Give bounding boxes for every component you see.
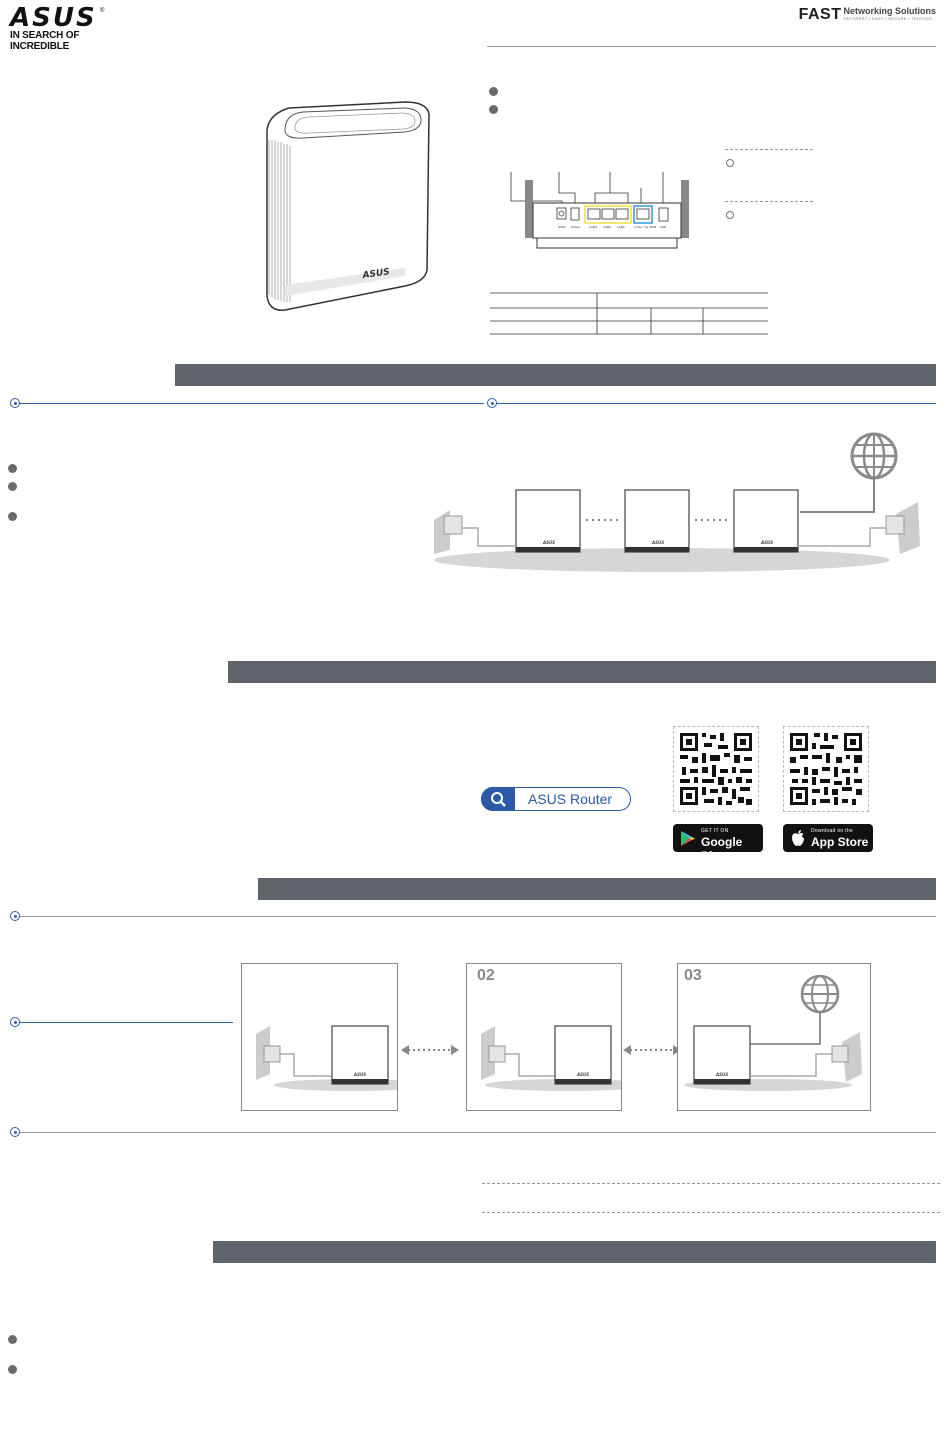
section-bar: [228, 661, 936, 683]
legend-divider: [725, 149, 813, 150]
fast-wordmark: FAST: [798, 6, 842, 23]
svg-text:ASUS: ASUS: [652, 540, 665, 545]
legend-divider: [725, 201, 813, 202]
step-panel-2-illustration: [467, 964, 621, 1110]
sync-arrow: [622, 1043, 682, 1057]
bullet-point: [8, 482, 17, 491]
google-play-button[interactable]: [673, 824, 763, 863]
bullet-point: [489, 87, 498, 96]
bullet-point: [8, 1335, 17, 1344]
svg-text:ASUS: ASUS: [716, 1072, 729, 1077]
svg-text:ASUS: ASUS: [761, 540, 774, 545]
step-number: 03: [684, 967, 702, 984]
rear-panel-diagram: [505, 168, 705, 253]
app-store-name: App Store: [811, 835, 869, 849]
step-marker-icon: [10, 1017, 20, 1027]
power-outlet-icon: [798, 502, 920, 554]
header-rule: [487, 46, 936, 47]
router-illustration: [255, 100, 440, 315]
port-label-dcin: DCIN: [558, 225, 566, 229]
step-rule: [490, 403, 936, 404]
app-search-box[interactable]: [481, 787, 631, 811]
qr-code-icon[interactable]: [673, 726, 759, 812]
google-play-name: Google Play: [701, 835, 743, 863]
section-bar: [258, 878, 936, 900]
svg-text:ASUS: ASUS: [354, 1072, 367, 1077]
step-marker-icon: [487, 398, 497, 408]
fast-logo: [799, 6, 936, 24]
step-number: 02: [477, 967, 495, 984]
step-marker-icon: [10, 1127, 20, 1137]
svg-text:ASUS: ASUS: [543, 540, 556, 545]
port-label-power: Power: [571, 225, 581, 229]
step-rule: [14, 403, 484, 404]
bullet-point: [8, 1365, 17, 1374]
note-divider: [482, 1212, 940, 1213]
port-label-wan: 2.5G / 1G WAN: [634, 225, 657, 229]
globe-icon: [802, 976, 838, 1012]
led-indicator-icon: [726, 211, 734, 219]
power-outlet-icon: [434, 510, 516, 554]
step-rule: [14, 1022, 233, 1023]
step-rule: [14, 1132, 936, 1133]
step-panel-3-illustration: [678, 964, 870, 1110]
bullet-point: [8, 464, 17, 473]
step-panel-3: [677, 963, 871, 1111]
svg-text:ASUS: ASUS: [577, 1072, 590, 1077]
led-indicator-icon: [726, 159, 734, 167]
sync-arrow: [400, 1043, 460, 1057]
asus-tagline: IN SEARCH OF INCREDIBLE: [10, 30, 80, 52]
spec-table: [490, 290, 770, 338]
registered-mark: ®: [100, 8, 105, 14]
mesh-setup-illustration: [430, 430, 930, 575]
step-marker-icon: [10, 911, 20, 921]
fast-networking-label: Networking Solutions: [843, 6, 936, 16]
port-label-usb: USB: [660, 225, 667, 229]
fast-subline: FASTWEST • EASY • SECURE • TRUSTED: [843, 16, 933, 21]
section-bar: [213, 1241, 936, 1263]
port-label-lan1: LAN1: [617, 225, 625, 229]
apple-icon: [791, 829, 805, 847]
google-play-icon: [680, 830, 696, 847]
svg-text:ASUS: ASUS: [362, 267, 391, 281]
app-store-top: Download on the: [811, 828, 854, 834]
globe-icon: [852, 434, 896, 478]
app-search-label: ASUS Router: [528, 791, 613, 807]
search-icon: [481, 787, 515, 811]
step-rule: [14, 916, 936, 917]
step-panel-2: [466, 963, 622, 1111]
google-play-top: GET IT ON: [701, 828, 729, 834]
qr-code-icon[interactable]: [783, 726, 869, 812]
note-divider: [482, 1183, 940, 1184]
step-marker-icon: [10, 398, 20, 408]
step-panel-1-illustration: [242, 964, 397, 1110]
app-store-button[interactable]: [783, 824, 873, 852]
asus-logo: [10, 3, 105, 52]
bullet-point: [489, 105, 498, 114]
asus-wordmark: ASUS: [10, 3, 97, 33]
section-bar: [175, 364, 936, 386]
port-label-lan3: LAN3: [589, 225, 597, 229]
bullet-point: [8, 512, 17, 521]
step-panel-1: [241, 963, 398, 1111]
port-label-lan2: LAN2: [603, 225, 611, 229]
